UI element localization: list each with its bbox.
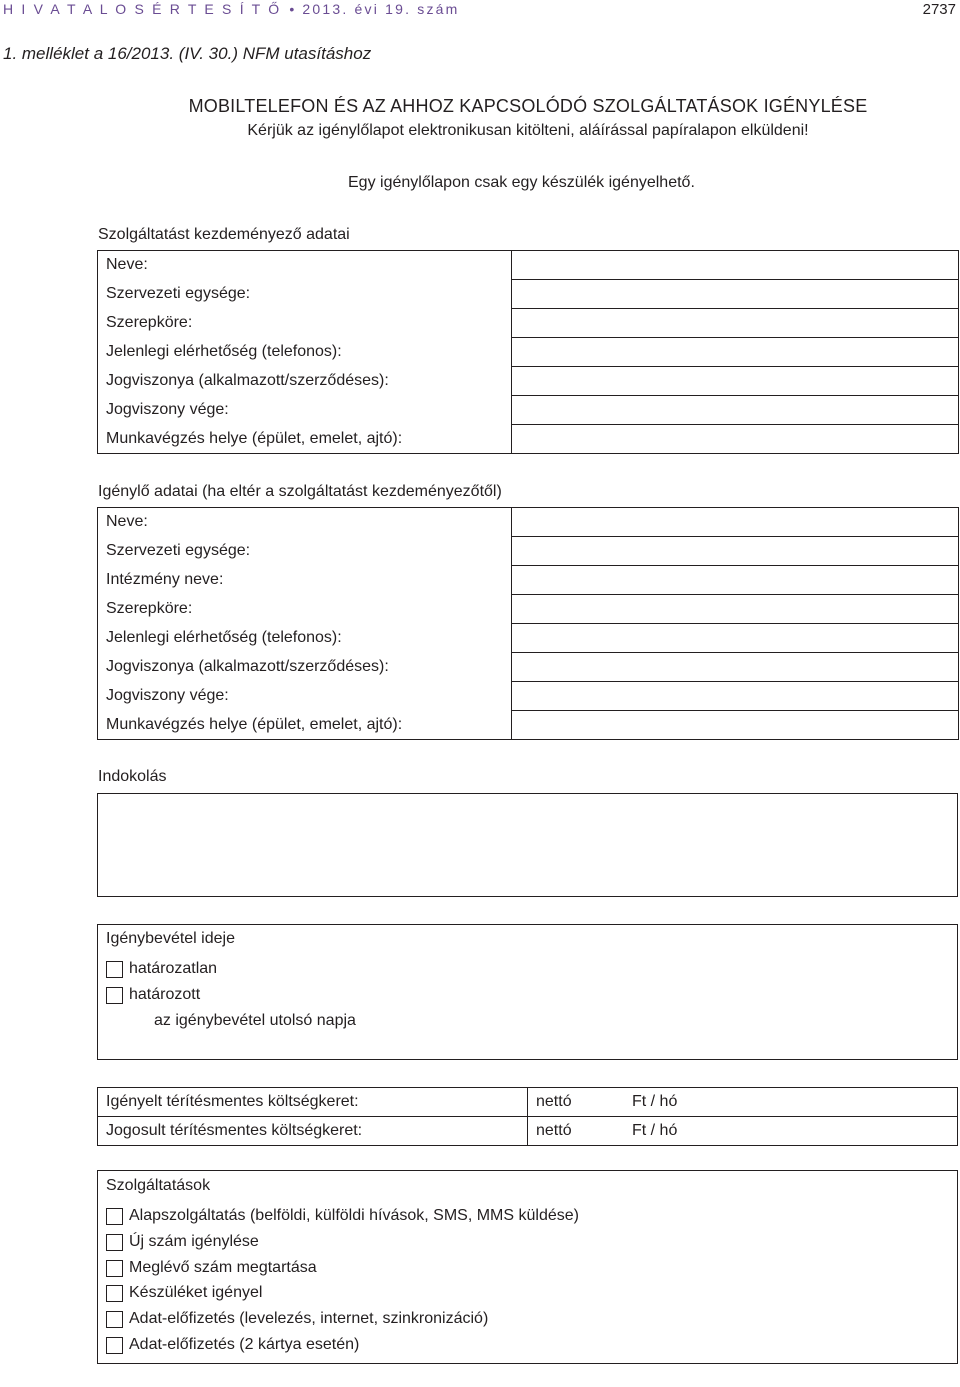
checkbox[interactable] [106, 1260, 123, 1277]
service-option-label: Meglévő szám megtartása [129, 1259, 317, 1276]
checkbox[interactable] [106, 1234, 123, 1251]
initiator-field-value[interactable] [512, 309, 959, 338]
initiator-field-value[interactable] [512, 396, 959, 425]
entitled-budget-value[interactable] [528, 1117, 958, 1146]
requester-field-label: Jogviszonya (alkalmazott/szerződéses): [98, 653, 512, 682]
initiator-table [97, 250, 959, 454]
requester-field-label: Szerepköre: [98, 595, 512, 624]
option-indefinite-label: határozatlan [129, 960, 218, 977]
requester-field-value[interactable] [512, 508, 959, 537]
requester-field-label: Jelenlegi elérhetőség (telefonos): [98, 624, 512, 653]
annex-reference: 1. melléklet a 16/2013. (IV. 30.) NFM utasításhoz [3, 44, 372, 63]
service-option[interactable] [106, 1310, 488, 1328]
option-definite[interactable] [106, 986, 200, 1004]
usage-period-heading: Igénybevétel ideje [106, 930, 235, 947]
initiator-field-value[interactable] [512, 251, 959, 280]
service-option[interactable] [106, 1284, 262, 1302]
form-title: MOBILTELEFON ÉS AZ AHHOZ KAPCSOLÓDÓ SZOLGÁLTATÁSOK IGÉNYLÉSE [188, 96, 868, 116]
requester-field-label: Szervezeti egysége: [98, 537, 512, 566]
option-indefinite[interactable] [106, 960, 217, 978]
initiator-field-label: Munkavégzés helye (épület, emelet, ajtó): [98, 425, 512, 454]
requester-field-value[interactable] [512, 595, 959, 624]
journal-name [3, 1, 460, 17]
service-option-label: Készüléket igényel [129, 1284, 263, 1301]
justification-textarea[interactable] [97, 793, 958, 897]
requested-budget-value[interactable] [528, 1088, 958, 1117]
service-option-label: Adat-előfizetés (2 kártya esetén) [129, 1336, 360, 1353]
checkbox[interactable] [106, 1337, 123, 1354]
entitled-budget-label: Jogosult térítésmentes költségkeret: [98, 1117, 528, 1146]
requester-field-label: Jogviszony vége: [98, 682, 512, 711]
checkbox[interactable] [106, 961, 123, 978]
page-number: 2737 [922, 1, 956, 18]
running-header [0, 0, 960, 22]
issue-number: 2013. évi 19. szám [302, 1, 460, 17]
requester-field-value[interactable] [512, 653, 959, 682]
justification-heading: Indokolás [98, 768, 167, 785]
unit-label: Ft / hó [632, 1122, 678, 1139]
requester-field-label: Munkavégzés helye (épület, emelet, ajtó): [98, 711, 512, 740]
checkbox[interactable] [106, 1208, 123, 1225]
journal-title: H I V A T A L O S É R T E S Í T Ő [3, 1, 282, 17]
services-heading: Szolgáltatások [106, 1177, 211, 1194]
requester-field-label: Neve: [98, 508, 512, 537]
requester-field-value[interactable] [512, 711, 959, 740]
requester-table [97, 507, 959, 740]
requested-budget-label: Igényelt térítésmentes költségkeret: [98, 1088, 528, 1117]
last-day-label: az igénybevétel utolsó napja [154, 1012, 356, 1029]
budget-table [97, 1087, 958, 1146]
form-instructions: Kérjük az igénylőlapot elektronikusan kitölteni, aláírással papíralapon elküldeni! [247, 122, 809, 139]
initiator-field-value[interactable] [512, 338, 959, 367]
requester-field-value[interactable] [512, 566, 959, 595]
initiator-field-label: Neve: [98, 251, 512, 280]
initiator-field-label: Jelenlegi elérhetőség (telefonos): [98, 338, 512, 367]
service-option-label: Új szám igénylése [129, 1233, 259, 1250]
requester-field-value[interactable] [512, 537, 959, 566]
service-option[interactable] [106, 1233, 259, 1251]
initiator-heading: Szolgáltatást kezdeményező adatai [98, 226, 350, 243]
initiator-field-label: Szerepköre: [98, 309, 512, 338]
checkbox[interactable] [106, 1311, 123, 1328]
initiator-field-value[interactable] [512, 280, 959, 309]
option-definite-label: határozott [129, 986, 201, 1003]
requester-field-label: Intézmény neve: [98, 566, 512, 595]
initiator-field-label: Szervezeti egysége: [98, 280, 512, 309]
service-option[interactable] [106, 1336, 359, 1354]
form-note: Egy igénylőlapon csak egy készülék igényelhető. [348, 174, 695, 191]
initiator-field-value[interactable] [512, 425, 959, 454]
header-separator: • [289, 1, 295, 17]
unit-label: Ft / hó [632, 1093, 678, 1110]
service-option-label: Alapszolgáltatás (belföldi, külföldi hívások, SMS, MMS küldése) [129, 1207, 579, 1224]
net-label: nettó [536, 1122, 572, 1139]
net-label: nettó [536, 1093, 572, 1110]
initiator-field-label: Jogviszonya (alkalmazott/szerződéses): [98, 367, 512, 396]
checkbox[interactable] [106, 987, 123, 1004]
requester-field-value[interactable] [512, 624, 959, 653]
checkbox[interactable] [106, 1285, 123, 1302]
initiator-field-value[interactable] [512, 367, 959, 396]
service-option[interactable] [106, 1259, 317, 1277]
requester-field-value[interactable] [512, 682, 959, 711]
requester-heading: Igénylő adatai (ha eltér a szolgáltatást kezdeményezőtől) [98, 483, 502, 500]
service-option-label: Adat-előfizetés (levelezés, internet, szinkronizáció) [129, 1310, 489, 1327]
service-option[interactable] [106, 1207, 579, 1225]
initiator-field-label: Jogviszony vége: [98, 396, 512, 425]
